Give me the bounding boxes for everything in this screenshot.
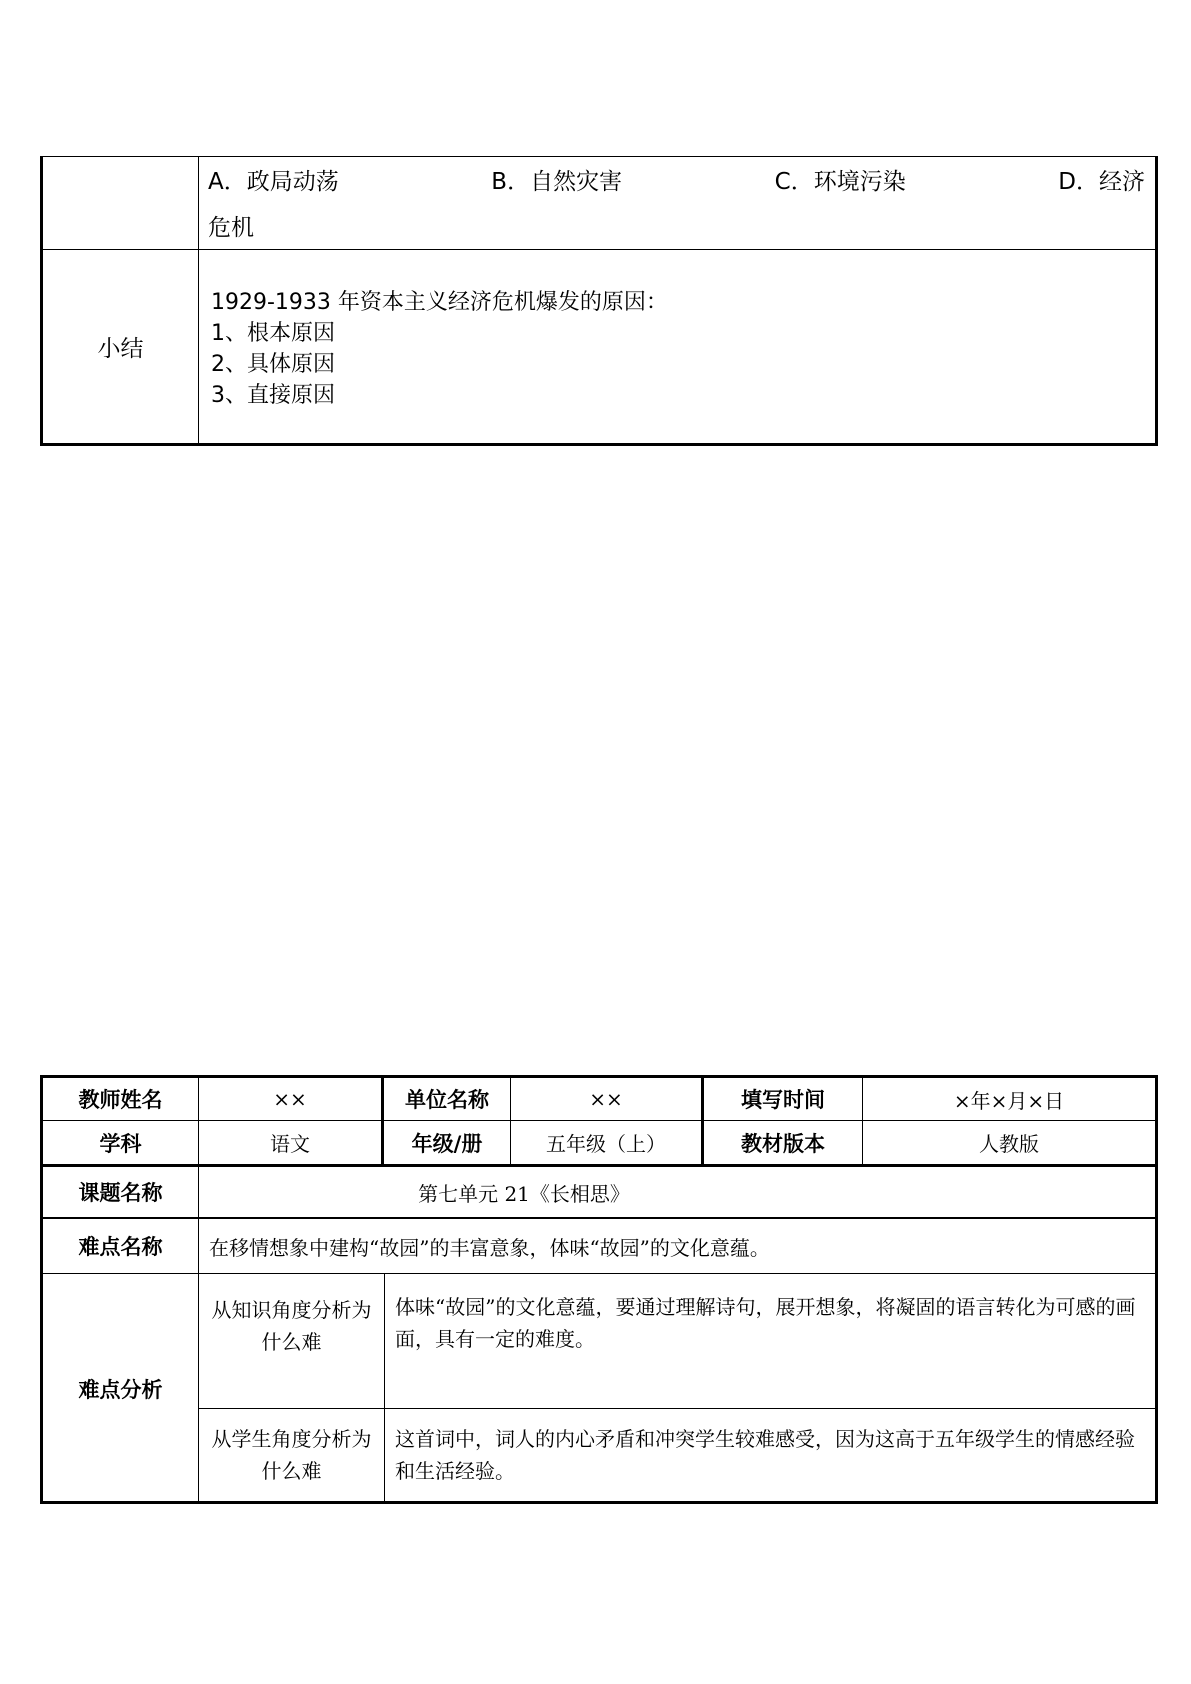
student-angle-value: 这首词中，词人的内心矛盾和冲突学生较难感受，因为这高于五年级学生的情感经验和生活经验。 [395, 1427, 1135, 1483]
subject-value: 语文 [270, 1132, 310, 1156]
option-d: D．经济 [1058, 169, 1145, 195]
column-divider [384, 1273, 385, 1501]
difficulty-analysis-label: 难点分析 [78, 1378, 163, 1402]
lesson-title-label: 课题名称 [78, 1181, 163, 1205]
teacher-name-value: ×× [273, 1087, 307, 1111]
summary-table [40, 156, 1158, 446]
teacher-name-label: 教师姓名 [78, 1088, 163, 1112]
option-c: C．环境污染 [774, 169, 906, 195]
edition-value: 人教版 [979, 1132, 1039, 1156]
summary-item: 2、具体原因 [211, 352, 335, 377]
difficulty-name-label: 难点名称 [78, 1235, 163, 1259]
summary-body [211, 287, 668, 411]
knowledge-angle-value: 体味“故园”的文化意蕴，要通过理解诗句，展开想象，将凝固的语言转化为可感的画面，具有一定的难度。 [395, 1295, 1136, 1351]
edition-label: 教材版本 [741, 1131, 825, 1156]
summary-item: 3、直接原因 [211, 383, 335, 408]
answer-options [208, 159, 1145, 251]
subject-label: 学科 [99, 1131, 142, 1156]
option-a: A．政局动荡 [208, 169, 339, 195]
fill-time-value: ×年×月×日 [953, 1088, 1065, 1113]
difficulty-name-value: 在移情想象中建构“故园”的丰富意象，体味“故园”的文化意蕴。 [209, 1235, 770, 1260]
option-d-continued: 危机 [208, 215, 254, 241]
grade-label: 年级/册 [411, 1131, 483, 1156]
column-divider [198, 157, 199, 443]
summary-label: 小结 [97, 335, 144, 362]
option-b: B．自然灾害 [491, 169, 623, 195]
unit-name-value: ×× [589, 1087, 623, 1111]
fill-time-label: 填写时间 [741, 1088, 825, 1112]
student-angle-label: 从学生角度分析为什么难 [211, 1427, 372, 1483]
grade-value: 五年级（上） [546, 1132, 666, 1156]
lesson-title-value: 第七单元 21《长相思》 [418, 1181, 630, 1206]
unit-name-label: 单位名称 [405, 1088, 489, 1112]
summary-heading: 1929-1933 年资本主义经济危机爆发的原因： [211, 290, 668, 315]
summary-item: 1、根本原因 [211, 321, 335, 346]
lesson-difficulty-form [40, 1075, 1158, 1504]
knowledge-angle-label: 从知识角度分析为什么难 [211, 1298, 372, 1354]
